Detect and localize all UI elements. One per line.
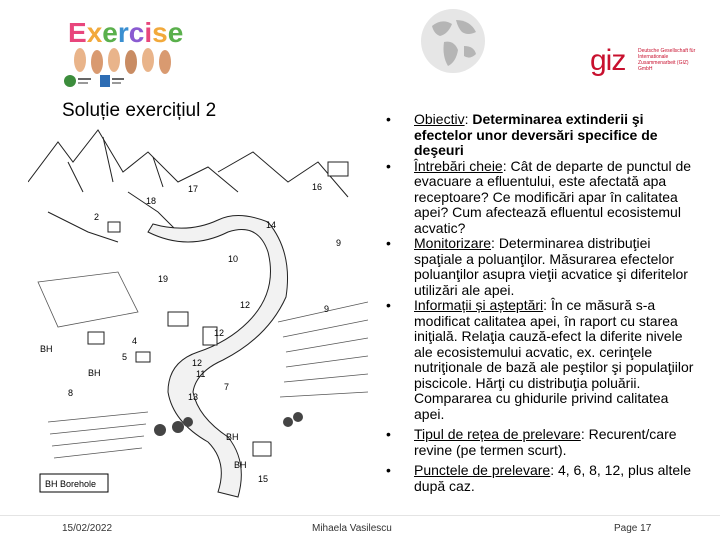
bullet-label: Obiectiv bbox=[414, 111, 465, 127]
bullet-label: Întrebări cheie bbox=[414, 157, 503, 174]
bullet-sampling-points: • Punctele de prelevare: 4, 6, 8, 12, plus altele după caz. bbox=[386, 462, 692, 494]
globe-icon bbox=[418, 6, 488, 76]
bullet-text: În ce măsură s-a modificat calitatea apei, în raport cu starea iniţială. Relaţia cauză-efect la diferite nivele ale ecosistemului acvatic, ex. cerinţele nutriţionale de bază ale peştilor şi populaţiilor piscicole. Hărţi cu distribuţia poluării. Compararea cu ghidurile privind calitatea apei. bbox=[414, 297, 694, 422]
footer-page-number: Page 17 bbox=[614, 523, 652, 534]
bullet-network-type: • Tipul de rețea de prelevare: Recurent/care revine (pe termen scurt). bbox=[386, 426, 677, 458]
giz-logo: giz bbox=[590, 44, 626, 77]
bullet-label: Punctele de prelevare bbox=[414, 462, 551, 478]
svg-text:4: 4 bbox=[132, 336, 138, 346]
svg-text:14: 14 bbox=[266, 220, 277, 230]
bullet-text: 4, 6, 8, 12, plus altele după caz. bbox=[414, 462, 692, 494]
bullet-list bbox=[386, 112, 698, 494]
svg-text:BH: BH bbox=[234, 460, 247, 470]
svg-text:BH: BH bbox=[40, 344, 53, 354]
partner-logo-1 bbox=[62, 72, 92, 90]
svg-text:16: 16 bbox=[312, 182, 323, 192]
map-legend: BH Borehole bbox=[45, 479, 97, 489]
svg-text:BH: BH bbox=[226, 432, 239, 442]
svg-text:19: 19 bbox=[158, 274, 169, 284]
bullet-label: Informații și așteptări bbox=[414, 297, 544, 313]
svg-text:11: 11 bbox=[196, 369, 206, 379]
bullet-monitoring: • Monitorizare: Determinarea distribuţiei spaţiale a poluanţilor. Măsurarea efectelor poluanţilor asupra vieţii acvatice şi diferitelor utilizări ale apei. bbox=[386, 235, 688, 298]
svg-text:18: 18 bbox=[146, 196, 157, 206]
giz-organization-text: Deutsche Gesellschaft für Internationale Zusammenarbeit (GIZ) GmbH bbox=[638, 48, 696, 72]
svg-text:13: 13 bbox=[188, 392, 199, 402]
svg-text:BH: BH bbox=[88, 368, 101, 378]
bullet-text: Cât de departe de punctul de evacuare a efluentului, este afectată apa receptoare? Ce modificări apar în calitatea apei? Cum afectează efluentul ecosistemul acvatic? bbox=[414, 157, 692, 236]
svg-text:8: 8 bbox=[68, 388, 74, 398]
bullet-objective: • Obiectiv: Determinarea extinderii şi efectelor unor deversări specifice de deşeuri bbox=[386, 111, 658, 158]
exercise-logo bbox=[62, 10, 192, 76]
footer-author: Mihaela Vasilescu bbox=[312, 523, 392, 534]
bullet-text: Determinarea extinderii şi efectelor unor deversări specifice de deşeuri bbox=[414, 111, 658, 158]
svg-text:2: 2 bbox=[94, 212, 100, 222]
footer-divider bbox=[0, 515, 720, 516]
svg-text:9: 9 bbox=[336, 238, 342, 248]
svg-text:7: 7 bbox=[224, 382, 230, 392]
footer-date: 15/02/2022 bbox=[62, 523, 113, 534]
svg-text:5: 5 bbox=[122, 352, 128, 362]
bullet-information: • Informații și așteptări: În ce măsură s-a modificat calitatea apei, în raport cu starea iniţială. Relaţia cauză-efect la diferite nivele ale ecosistemului acvatic, ex. cerinţele nutriţionale de bază ale peştilor şi populaţiilor piscicole. Hărţi cu distribuţia poluării. Compararea cu ghidurile privind calitatea apei. bbox=[386, 297, 694, 422]
partner-logo-2 bbox=[98, 72, 126, 90]
slide-title: Soluție exercițiul 2 bbox=[62, 100, 217, 121]
svg-text:12: 12 bbox=[192, 358, 203, 368]
bullet-label: Monitorizare bbox=[414, 235, 492, 251]
bullet-label: Tipul de rețea de prelevare bbox=[414, 426, 581, 442]
river-basin-map bbox=[28, 122, 368, 515]
svg-text:15: 15 bbox=[258, 474, 269, 484]
svg-text:9: 9 bbox=[324, 304, 330, 314]
svg-text:17: 17 bbox=[188, 184, 199, 194]
bullet-text: Determinarea distribuţiei spaţiale a poluanţilor. Măsurarea efectelor poluanţilor asupra vieţii acvatice şi diferitelor utilizări ale apei. bbox=[414, 235, 688, 298]
bullet-text: Recurent/care revine (pe termen scurt). bbox=[414, 426, 677, 458]
svg-text:Exercise: Exercise bbox=[68, 17, 184, 48]
svg-text:12: 12 bbox=[240, 300, 251, 310]
svg-text:10: 10 bbox=[228, 254, 239, 264]
bullet-key-questions: • Întrebări cheie: Cât de departe de punctul de evacuare a efluentului, este afectată apa receptoare? Ce modificări apar în calitatea apei? Cum afectează efluentul ecosistemul acvatic? bbox=[386, 157, 692, 236]
svg-text:12: 12 bbox=[214, 328, 225, 338]
